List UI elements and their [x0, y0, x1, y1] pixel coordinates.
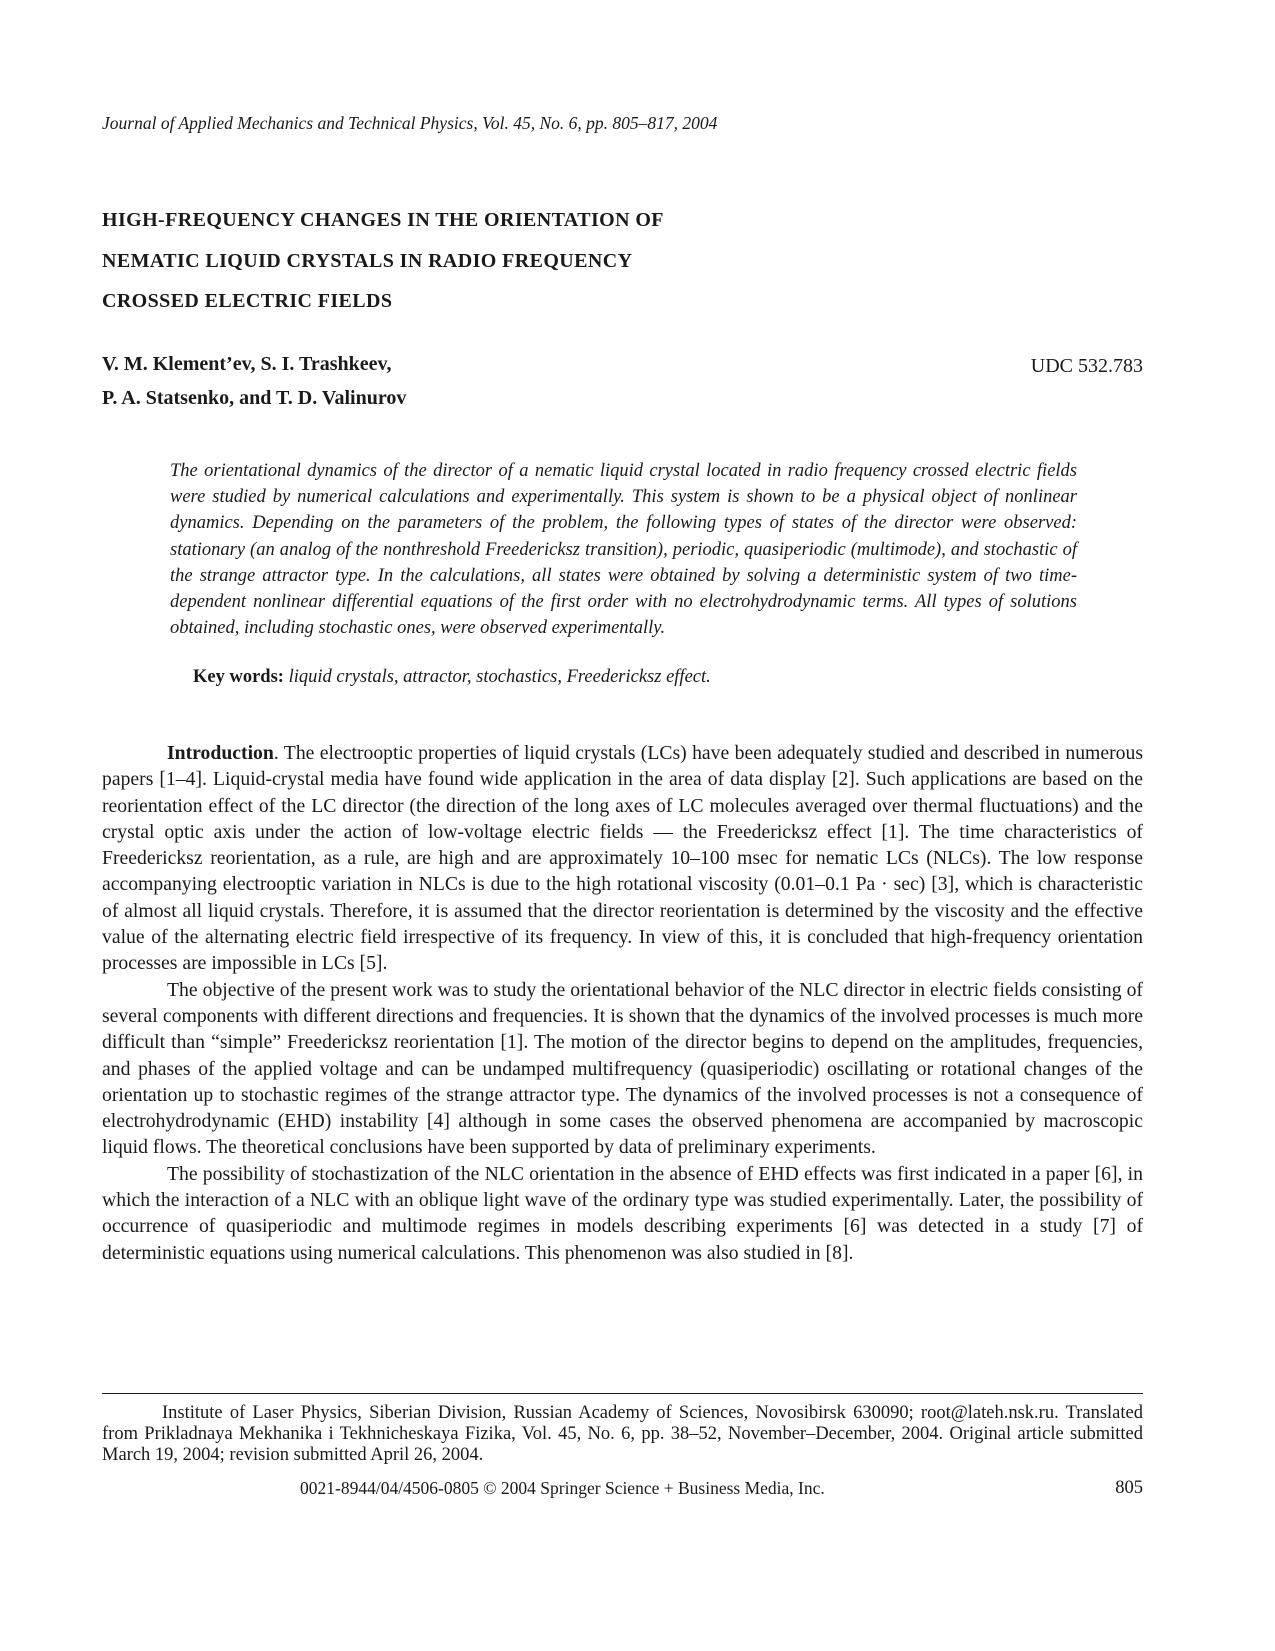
abstract-text: The orientational dynamics of the director of a nematic liquid crystal located in radio frequency crossed electric fields were studied by numerical calculations and experimentally. This system is shown to be a physical object of nonlinear dynamics. Depending on the parameters of the problem, the following types of states of the director were observed: stationary (an analog of the nonthreshold Freedericksz transition), periodic, quasiperiodic (multimode), and stochastic of the strange attractor type. In the calculations, all states were obtained by solving a deterministic system of two time-dependent nonlinear differential equations of the first order with no electrohydrodynamic terms. All types of solutions obtained, including stochastic ones, were observed experimentally. — [170, 461, 1077, 639]
keywords — [193, 667, 711, 688]
footnote-text: Institute of Laser Physics, Siberian Division, Russian Academy of Sciences, Novosibirsk 630090; root@lateh.nsk.ru. Translated from Prikladnaya Mekhanika i Tekhnicheskaya Fizika, Vol. 45, No. 6, pp. 38–52, November–December, 2004. Original article submitted March 19, 2004; revision submitted April 26, 2004. — [102, 1403, 1143, 1466]
authors-line: V. M. Klement’ev, S. I. Trashkeev, — [102, 353, 392, 375]
udc-code: UDC 532.783 — [1030, 355, 1143, 377]
body-text — [102, 740, 1143, 1266]
footnote-divider — [102, 1393, 1143, 1394]
paragraph: The objective of the present work was to study the orientational behavior of the NLC director in electric fields consisting of several components with different directions and frequencies. It is shown that the dynamics of the involved processes is much more difficult than “simple” Freedericksz reorientation [1]. The motion of the director begins to depend on the amplitudes, frequencies, and phases of the applied voltage and can be undamped multifrequency (quasiperiodic) oscillating or rotational changes of the orientation up to stochastic regimes of the strange attractor type. The dynamics of the involved processes is not a consequence of electrohydrodynamic (EHD) instability [4] although in some cases the observed phenomena are accompanied by macroscopic liquid flows. The theoretical conclusions have been supported by data of preliminary experiments. — [102, 978, 1143, 1159]
authors-line: P. A. Statsenko, and T. D. Valinurov — [102, 387, 407, 409]
title-line: NEMATIC LIQUID CRYSTALS IN RADIO FREQUENCY — [102, 249, 633, 272]
paragraph-text: . The electrooptic properties of liquid crystals (LCs) have been adequately studied and described in numerous papers [1–4]. Liquid-crystal media have found wide application in the area of data display [2]. Such applications are based on the reorientation effect of the LC director (the direction of the long axes of LC molecules averaged over thermal fluctuations) and the crystal optic axis under the action of low-voltage electric fields — the Freedericksz effect [1]. The time characteristics of Freedericksz reorientation, as a rule, are high and are approximately 10–100 msec for nematic LCs (NLCs). The low response accompanying electrooptic variation in NLCs is due to the high rotational viscosity (0.01–0.1 Pa · sec) [3], which is characteristic of almost all liquid crystals. Therefore, it is assumed that the director reorientation is determined by the viscosity and the effective value of the alternating electric field irrespective of its frequency. In view of this, it is concluded that high-frequency orientation processes are impossible in LCs [5]. — [102, 742, 1143, 975]
paragraph — [102, 740, 1143, 977]
page-number: 805 — [1115, 1478, 1143, 1498]
title-line: CROSSED ELECTRIC FIELDS — [102, 290, 393, 312]
abstract — [170, 458, 1077, 641]
copyright-line: 0021-8944/04/4506-0805 © 2004 Springer Science + Business Media, Inc. — [300, 1478, 825, 1498]
keywords-text: liquid crystals, attractor, stochastics, Freedericksz effect. — [288, 667, 711, 687]
authors — [102, 347, 406, 415]
paragraph: The possibility of stochastization of the NLC orientation in the absence of EHD effects was first indicated in a paper [6], in which the interaction of a NLC with an oblique light wave of the ordinary type was studied experimentally. Later, the possibility of occurrence of quasiperiodic and multimode regimes in models describing experiments [6] was detected in a study [7] of deterministic equations using numerical calculations. This phenomenon was also studied in [8]. — [102, 1162, 1143, 1264]
journal-header: Journal of Applied Mechanics and Technical Physics, Vol. 45, No. 6, pp. 805–817, 2004 — [102, 113, 718, 133]
keywords-label: Key words: — [193, 667, 284, 687]
introduction-heading: Introduction — [167, 742, 274, 764]
paper-title — [102, 200, 822, 322]
title-line: HIGH-FREQUENCY CHANGES IN THE ORIENTATION OF — [102, 209, 664, 231]
footnote — [102, 1403, 1143, 1467]
